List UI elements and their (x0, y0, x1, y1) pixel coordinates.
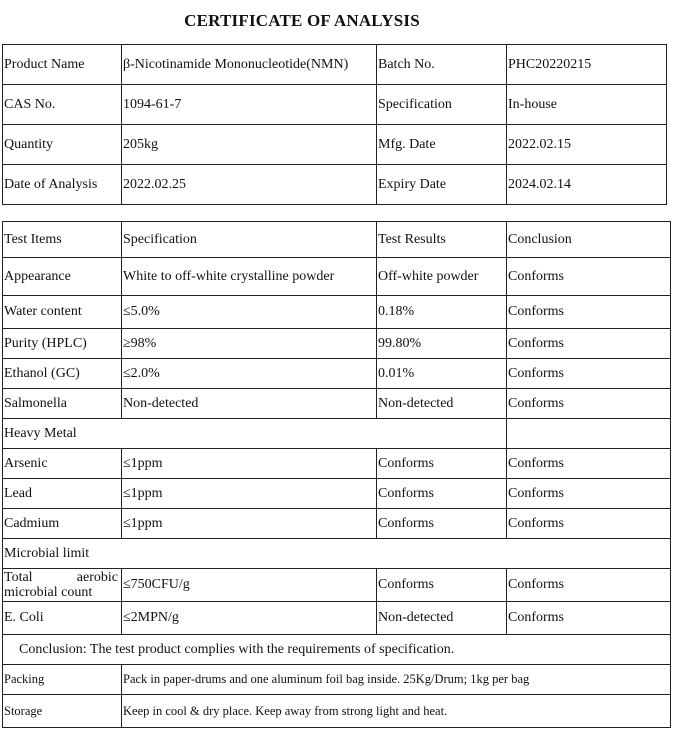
test-result: 0.01% (377, 359, 507, 389)
info-row (3, 165, 667, 205)
test-result: Non-detected (377, 602, 507, 635)
test-item: Lead (3, 479, 122, 509)
packing-value: Pack in paper-drums and one aluminum foil bag inside. 25Kg/Drum; 1kg per bag (122, 665, 671, 695)
test-conclusion: Conforms (507, 329, 671, 359)
total-aerobic-line-2: microbial count (4, 585, 93, 600)
table-row (3, 359, 671, 389)
test-spec: ≤5.0% (122, 296, 377, 329)
table-row (3, 509, 671, 539)
test-spec: ≤750CFU/g (122, 569, 377, 602)
mfg-date-value: 2022.02.15 (507, 125, 667, 165)
test-conclusion: Conforms (507, 509, 671, 539)
analysis-date-value: 2022.02.25 (122, 165, 377, 205)
quantity-value: 205kg (122, 125, 377, 165)
table-row (3, 569, 671, 602)
test-conclusion: Conforms (507, 296, 671, 329)
test-spec: White to off-white crystalline powder (122, 258, 377, 296)
test-result: 0.18% (377, 296, 507, 329)
storage-label: Storage (3, 695, 122, 728)
info-row (3, 45, 667, 85)
total-aerobic-word-1: Total (4, 570, 33, 585)
test-item-total-aerobic (3, 569, 122, 602)
cas-no-label: CAS No. (3, 85, 122, 125)
table-row (3, 479, 671, 509)
document-title: CERTIFICATE OF ANALYSIS (184, 11, 420, 30)
storage-row (3, 695, 671, 728)
mfg-date-label: Mfg. Date (377, 125, 507, 165)
test-spec: ≤2.0% (122, 359, 377, 389)
table-row (3, 449, 671, 479)
packing-row (3, 665, 671, 695)
col-header-conclusion: Conclusion (507, 222, 671, 258)
test-conclusion: Conforms (507, 389, 671, 419)
table-row (3, 258, 671, 296)
info-row (3, 85, 667, 125)
table-row (3, 296, 671, 329)
quantity-label: Quantity (3, 125, 122, 165)
test-result: Non-detected (377, 389, 507, 419)
test-spec: ≤1ppm (122, 509, 377, 539)
test-item: Water content (3, 296, 122, 329)
test-result: Conforms (377, 509, 507, 539)
test-spec: ≥98% (122, 329, 377, 359)
col-header-test-results: Test Results (377, 222, 507, 258)
total-aerobic-word-2: aerobic (76, 570, 118, 585)
test-result: Conforms (377, 449, 507, 479)
test-item: Ethanol (GC) (3, 359, 122, 389)
test-conclusion: Conforms (507, 602, 671, 635)
microbial-limit-label: Microbial limit (3, 539, 671, 569)
test-item: Salmonella (3, 389, 122, 419)
expiry-date-value: 2024.02.14 (507, 165, 667, 205)
test-result: Off-white powder (377, 258, 507, 296)
conclusion-text: Conclusion: The test product complies with the requirements of specification. (3, 635, 671, 665)
specification-label: Specification (377, 85, 507, 125)
info-row (3, 125, 667, 165)
product-name-label: Product Name (3, 45, 122, 85)
table-header-row (3, 222, 671, 258)
test-result: 99.80% (377, 329, 507, 359)
test-result: Conforms (377, 479, 507, 509)
specification-value: In-house (507, 85, 667, 125)
table-row (3, 602, 671, 635)
packing-label: Packing (3, 665, 122, 695)
test-conclusion: Conforms (507, 258, 671, 296)
test-result: Conforms (377, 569, 507, 602)
section-row-heavy-metal (3, 419, 671, 449)
test-results-table (2, 221, 671, 728)
test-item: Purity (HPLC) (3, 329, 122, 359)
expiry-date-label: Expiry Date (377, 165, 507, 205)
col-header-test-items: Test Items (3, 222, 122, 258)
section-row-microbial-limit (3, 539, 671, 569)
test-item: Cadmium (3, 509, 122, 539)
product-info-table (2, 44, 667, 205)
heavy-metal-label: Heavy Metal (3, 419, 507, 449)
test-item: Appearance (3, 258, 122, 296)
batch-no-value: PHC20220215 (507, 45, 667, 85)
test-conclusion: Conforms (507, 569, 671, 602)
table-row (3, 329, 671, 359)
test-spec: ≤2MPN/g (122, 602, 377, 635)
test-spec: ≤1ppm (122, 449, 377, 479)
test-spec: ≤1ppm (122, 479, 377, 509)
test-conclusion: Conforms (507, 449, 671, 479)
col-header-specification: Specification (122, 222, 377, 258)
test-item: E. Coli (3, 602, 122, 635)
storage-value: Keep in cool & dry place. Keep away from strong light and heat. (122, 695, 671, 728)
test-spec: Non-detected (122, 389, 377, 419)
conclusion-row (3, 635, 671, 665)
table-row (3, 389, 671, 419)
batch-no-label: Batch No. (377, 45, 507, 85)
analysis-date-label: Date of Analysis (3, 165, 122, 205)
test-conclusion: Conforms (507, 479, 671, 509)
empty-cell (507, 419, 671, 449)
test-item: Arsenic (3, 449, 122, 479)
cas-no-value: 1094-61-7 (122, 85, 377, 125)
product-name-value: β-Nicotinamide Mononucleotide(NMN) (122, 45, 377, 85)
test-conclusion: Conforms (507, 359, 671, 389)
